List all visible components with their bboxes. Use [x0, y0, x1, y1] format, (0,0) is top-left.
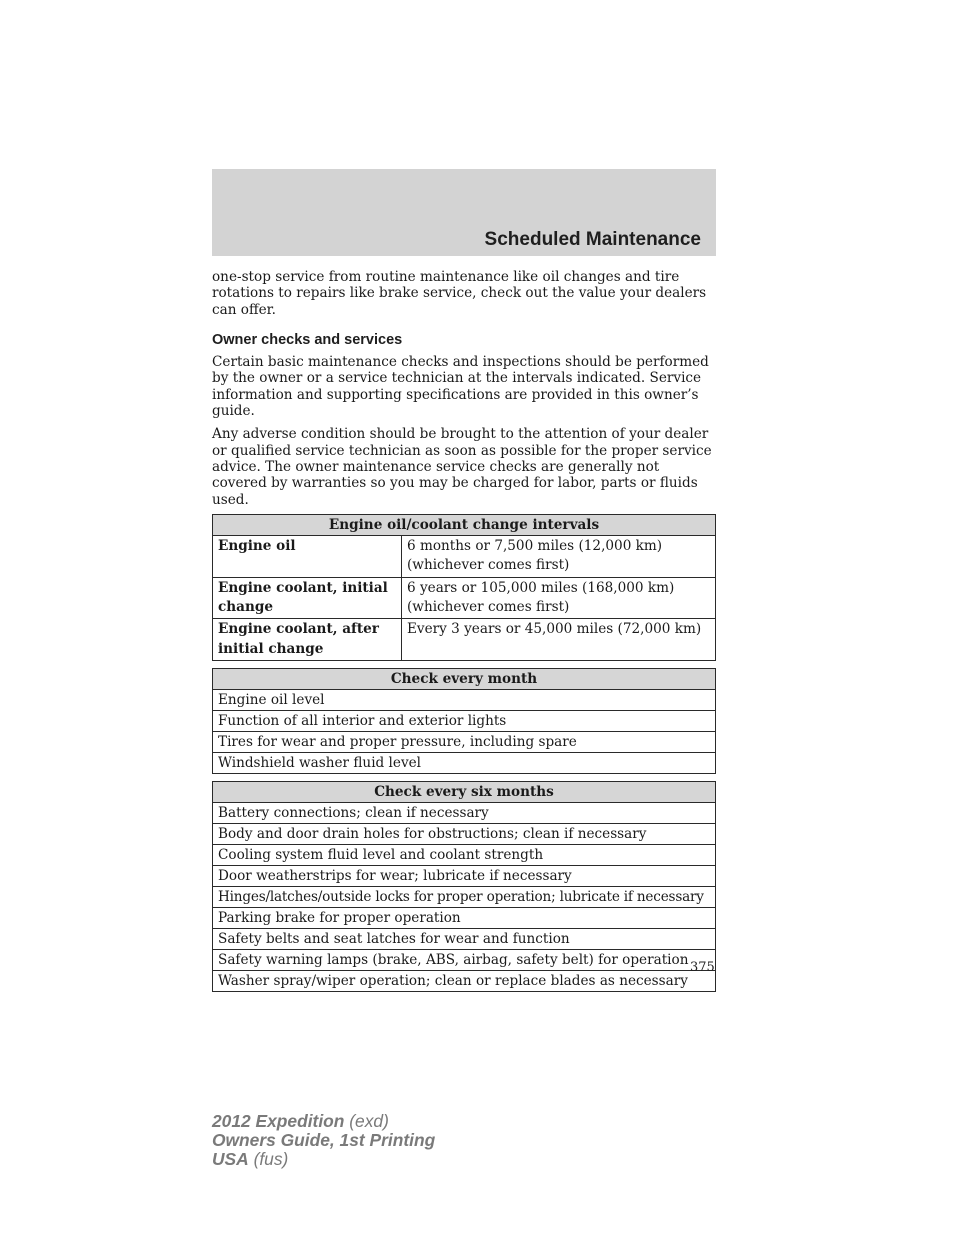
six-month-check-item: Safety warning lamps (brake, ABS, airbag, safety belt) for operation [213, 950, 716, 971]
six-month-check-item: Hinges/latches/outside locks for proper operation; lubricate if necessary [213, 887, 716, 908]
footer-market-code: (fus) [253, 1149, 289, 1169]
table-row [213, 971, 716, 992]
interval-value: 6 months or 7,500 miles (12,000 km) (whichever comes first) [402, 535, 716, 577]
table-row [213, 803, 716, 824]
table-row [213, 711, 716, 732]
interval-item: Engine coolant, initial change [213, 577, 402, 619]
footer-line-2 [212, 1131, 435, 1150]
six-month-check-item: Battery connections; clean if necessary [213, 803, 716, 824]
table-row [213, 887, 716, 908]
owner-checks-heading: Owner checks and services [212, 331, 403, 348]
monthly-check-item: Tires for wear and proper pressure, including spare [213, 732, 716, 753]
table-row [213, 929, 716, 950]
document-footer [212, 1112, 435, 1169]
six-month-check-item: Cooling system fluid level and coolant strength [213, 845, 716, 866]
monthly-check-item: Function of all interior and exterior lights [213, 711, 716, 732]
table-row [213, 824, 716, 845]
page-number: 375 [690, 960, 715, 975]
intervals-table-heading: Engine oil/coolant change intervals [213, 514, 716, 535]
six-month-check-item: Safety belts and seat latches for wear and function [213, 929, 716, 950]
interval-item: Engine coolant, after initial change [213, 619, 402, 661]
table-row [213, 732, 716, 753]
intro-paragraph: one-stop service from routine maintenance like oil changes and tire rotations to repairs like brake service, check out the value your dealers can offer. [212, 269, 707, 318]
footer-line-3 [212, 1150, 435, 1169]
six-month-checks-table [212, 781, 716, 992]
footer-model-code: (exd) [349, 1111, 389, 1131]
interval-item: Engine oil [213, 535, 402, 577]
interval-value: Every 3 years or 45,000 miles (72,000 km) [402, 619, 716, 661]
monthly-check-item: Engine oil level [213, 690, 716, 711]
footer-market: USA [212, 1149, 249, 1169]
table-row [213, 619, 716, 661]
table-row [213, 908, 716, 929]
six-month-check-item: Body and door drain holes for obstructions; clean if necessary [213, 824, 716, 845]
page-content [212, 269, 716, 999]
table-row [213, 866, 716, 887]
table-row [213, 950, 716, 971]
six-month-check-item: Parking brake for proper operation [213, 908, 716, 929]
six-month-check-item: Washer spray/wiper operation; clean or replace blades as necessary [213, 971, 716, 992]
intervals-table [212, 514, 716, 661]
interval-value: 6 years or 105,000 miles (168,000 km) (whichever comes first) [402, 577, 716, 619]
monthly-checks-heading: Check every month [213, 669, 716, 690]
footer-line-1 [212, 1112, 435, 1131]
six-month-check-item: Door weatherstrips for wear; lubricate if necessary [213, 866, 716, 887]
table-row [213, 690, 716, 711]
six-month-checks-heading: Check every six months [213, 782, 716, 803]
footer-guide: Owners Guide, 1st Printing [212, 1130, 436, 1150]
table-row [213, 577, 716, 619]
owner-checks-paragraph-1: Certain basic maintenance checks and inspections should be performed by the owner or a service technician at the intervals indicated. Service information and supporting specifications are provided in this owner’s guide. [212, 354, 709, 420]
monthly-check-item: Windshield washer fluid level [213, 753, 716, 774]
table-row [213, 753, 716, 774]
owner-checks-paragraph-2: Any adverse condition should be brought to the attention of your dealer or qualified service technician as soon as possible for the proper service advice. The owner maintenance service checks are generally not covered by warranties so you may be charged for labor, parts or fluids used. [212, 426, 712, 508]
table-row [213, 845, 716, 866]
section-header-band [212, 169, 716, 256]
footer-model: 2012 Expedition [212, 1111, 345, 1131]
monthly-checks-table [212, 668, 716, 774]
section-title: Scheduled Maintenance [484, 229, 701, 250]
table-row [213, 535, 716, 577]
